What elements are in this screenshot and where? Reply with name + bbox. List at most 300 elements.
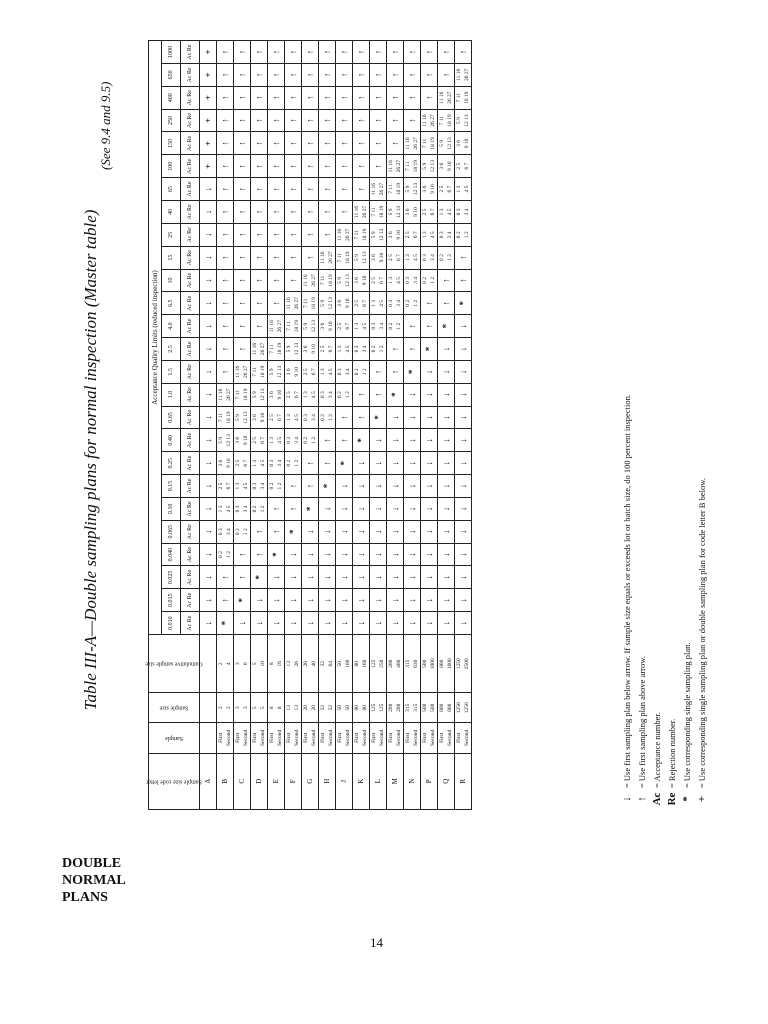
code-letter: E bbox=[268, 753, 285, 809]
cumulative-text: 20 bbox=[303, 660, 309, 667]
arrow-down-icon: ↓ bbox=[438, 543, 455, 566]
ac-re-second: 9 10 bbox=[226, 458, 232, 469]
ac-re-pair bbox=[353, 292, 370, 315]
arrow-down-icon: ↓ bbox=[455, 543, 472, 566]
sample-size-text: 500 bbox=[430, 703, 436, 712]
arrow-down-icon: ↓ bbox=[234, 612, 251, 635]
ac-re-label: Ac Re bbox=[181, 543, 200, 566]
arrow-up-icon: ↑ bbox=[285, 497, 302, 520]
ac-re-second: 6 7 bbox=[464, 162, 470, 170]
sample-size-text: 8 bbox=[269, 706, 275, 710]
arrow-up-icon: ↑ bbox=[421, 41, 438, 64]
arrow-up-icon: ↑ bbox=[387, 132, 404, 155]
ac-re-first: 5 9 bbox=[422, 162, 428, 170]
sample-size bbox=[302, 693, 319, 723]
ac-re-label: Ac Re bbox=[181, 223, 200, 246]
ac-re-first: 3 6 bbox=[371, 254, 377, 262]
ac-re-pair bbox=[438, 201, 455, 224]
arrow-up-icon: ↑ bbox=[217, 589, 234, 612]
ac-re-second: 12 13 bbox=[328, 297, 334, 310]
ac-re-second: 3 4 bbox=[413, 277, 419, 284]
arrow-down-icon: ↓ bbox=[200, 452, 217, 475]
arrow-up-icon: ↑ bbox=[217, 155, 234, 178]
arrow-up-icon: ↑ bbox=[217, 41, 234, 64]
arrow-up-icon: ↑ bbox=[455, 269, 472, 292]
code-letter: L bbox=[370, 753, 387, 809]
arrow-down-icon: ↓ bbox=[421, 406, 438, 429]
ac-re-pair bbox=[387, 155, 404, 178]
legend-row bbox=[620, 394, 635, 810]
sample-name-text: Second bbox=[345, 729, 351, 746]
table-title: Table III-A—Double sampling plans for normal inspection (Master table) bbox=[81, 209, 100, 711]
ac-re-second: 18 19 bbox=[260, 365, 266, 379]
arrow-down-icon: ↓ bbox=[404, 566, 421, 589]
arrow-up-icon: ↑ bbox=[302, 452, 319, 475]
ac-re-pair bbox=[370, 269, 387, 292]
ac-re-first: 1 3 bbox=[439, 208, 445, 216]
arrow-down-icon: ↓ bbox=[387, 497, 404, 520]
ac-re-second: 6 7 bbox=[328, 345, 334, 353]
arrow-down-icon: ↓ bbox=[455, 360, 472, 383]
ac-re-second: 3 4 bbox=[379, 322, 385, 330]
aql-value: 4.0 bbox=[162, 315, 181, 338]
sample-size-text: 8 bbox=[277, 706, 283, 710]
ac-re-first: 0 2 bbox=[422, 277, 428, 284]
ac-re-first: 2 5 bbox=[337, 322, 343, 330]
arrow-down-icon: ↓ bbox=[455, 475, 472, 498]
table-row bbox=[387, 41, 404, 810]
arrow-down-icon: ↓ bbox=[438, 497, 455, 520]
arrow-up-icon: ↑ bbox=[302, 475, 319, 498]
ac-re-second: 1 2 bbox=[277, 482, 283, 490]
arrow-down-icon: ↓ bbox=[370, 566, 387, 589]
ac-re-pair bbox=[353, 246, 370, 269]
arrow-down-icon: ↓ bbox=[336, 589, 353, 612]
arrow-down-icon: ↓ bbox=[387, 566, 404, 589]
legend-row bbox=[680, 394, 695, 810]
sample-name bbox=[268, 723, 285, 753]
ac-re-pair bbox=[421, 269, 438, 292]
cumulative-text: 10 bbox=[260, 660, 266, 667]
ac-re-first: 0 2 bbox=[218, 551, 224, 559]
arrow-up-icon: ↑ bbox=[268, 269, 285, 292]
code-letter: M bbox=[387, 753, 404, 809]
ac-re-pair bbox=[302, 406, 319, 429]
arrow-up-icon: ↑ bbox=[353, 86, 370, 109]
aql-value: 40 bbox=[162, 201, 181, 224]
ac-re-pair bbox=[370, 338, 387, 361]
ac-re-pair bbox=[387, 269, 404, 292]
ac-re-pair bbox=[234, 452, 251, 475]
arrow-down-icon: ↓ bbox=[200, 612, 217, 635]
ac-re-pair bbox=[336, 383, 353, 406]
ac-re-pair bbox=[455, 63, 472, 86]
arrow-down-icon: ↓ bbox=[370, 543, 387, 566]
arrow-up-icon: ↑ bbox=[251, 223, 268, 246]
arrow-down-icon: ↓ bbox=[251, 612, 268, 635]
sample-name bbox=[438, 723, 455, 753]
sample-name-text: Second bbox=[277, 729, 283, 746]
ac-re-second: 12 13 bbox=[345, 274, 351, 287]
arrow-up-icon: ↑ bbox=[387, 338, 404, 361]
arrow-up-icon: ↑ bbox=[319, 223, 336, 246]
code-letter: N bbox=[404, 753, 421, 809]
aql-value: 0.25 bbox=[162, 452, 181, 475]
side-label-line: NORMAL bbox=[62, 873, 126, 888]
ac-re-first: 2 5 bbox=[303, 368, 309, 376]
ac-re-first: 11 16 bbox=[218, 388, 224, 401]
ac-re-pair bbox=[421, 246, 438, 269]
ac-re-label: Ac Re bbox=[181, 406, 200, 429]
sample-name bbox=[370, 723, 387, 753]
asterisk-icon: * bbox=[404, 360, 421, 383]
arrow-up-icon: ↑ bbox=[217, 360, 234, 383]
ac-re-second: 12 13 bbox=[396, 205, 402, 219]
arrow-up-icon: ↑ bbox=[268, 201, 285, 224]
arrow-down-icon: ↓ bbox=[387, 612, 404, 635]
ac-re-second: 6 7 bbox=[413, 231, 419, 239]
ac-re-first: 7 11 bbox=[371, 207, 377, 217]
aql-value: 2.5 bbox=[162, 338, 181, 361]
ac-re-second: 18 19 bbox=[362, 228, 368, 241]
cumulative-size bbox=[217, 635, 234, 693]
sample-name-text: Second bbox=[447, 729, 453, 746]
arrow-up-icon: ↑ bbox=[319, 178, 336, 201]
cumulative-text: 40 bbox=[311, 660, 317, 667]
ac-re-label: Ac Re bbox=[181, 497, 200, 520]
plus-icon: + bbox=[200, 155, 217, 178]
arrow-down-icon: ↓ bbox=[302, 520, 319, 543]
plus-icon: + bbox=[200, 86, 217, 109]
ac-re-second: 9 10 bbox=[277, 389, 283, 400]
ac-re-pair bbox=[370, 178, 387, 201]
ac-re-first: 7 11 bbox=[269, 344, 275, 354]
ac-re-first: 11 16 bbox=[252, 342, 258, 356]
table-row bbox=[455, 41, 472, 810]
arrow-up-icon: ↑ bbox=[285, 41, 302, 64]
ac-re-second: 3 4 bbox=[430, 254, 436, 262]
asterisk-icon: * bbox=[370, 406, 387, 429]
arrow-up-icon: ↑ bbox=[302, 201, 319, 224]
ac-re-first: 0 2 bbox=[337, 391, 343, 399]
sampling-plan-table bbox=[145, 40, 472, 810]
sample-size bbox=[200, 693, 217, 723]
cumulative-size bbox=[234, 635, 251, 693]
arrow-down-icon: ↓ bbox=[404, 429, 421, 452]
arrow-down-icon: ↓ bbox=[404, 612, 421, 635]
ac-re-second: 4 5 bbox=[226, 505, 232, 513]
arrow-up-icon: ↑ bbox=[336, 63, 353, 86]
cumulative-text: 315 bbox=[405, 659, 411, 668]
cumulative-text: 800 bbox=[439, 659, 445, 668]
sample-name bbox=[421, 723, 438, 753]
ac-re-first: 5 9 bbox=[371, 231, 377, 239]
ac-re-first: 5 9 bbox=[269, 368, 275, 376]
table-row bbox=[251, 41, 268, 810]
ac-re-first: 5 9 bbox=[218, 436, 224, 444]
plus-icon: + bbox=[200, 41, 217, 64]
code-letter: A bbox=[200, 753, 217, 809]
ac-re-second: 4 5 bbox=[379, 299, 385, 307]
aql-value: 250 bbox=[162, 109, 181, 132]
arrow-up-icon: ↑ bbox=[234, 566, 251, 589]
cumulative-size bbox=[387, 635, 404, 693]
legend-symbol: + bbox=[696, 795, 708, 803]
ac-re-pair bbox=[387, 315, 404, 338]
ac-re-pair bbox=[217, 475, 234, 498]
ac-re-first: 7 11 bbox=[218, 412, 224, 423]
sample-size bbox=[438, 693, 455, 723]
ac-re-pair bbox=[302, 338, 319, 361]
ac-re-pair bbox=[234, 429, 251, 452]
arrow-down-icon: ↓ bbox=[387, 543, 404, 566]
arrow-down-icon: ↓ bbox=[370, 475, 387, 498]
arrow-up-icon: ↑ bbox=[370, 109, 387, 132]
cumulative-text: 26 bbox=[294, 660, 300, 667]
ac-re-second: 6 7 bbox=[226, 482, 232, 490]
arrow-down-icon: ↓ bbox=[455, 452, 472, 475]
ac-re-pair bbox=[319, 246, 336, 269]
code-letter: H bbox=[319, 753, 336, 809]
ac-re-second: 1 2 bbox=[243, 528, 249, 536]
ac-re-label: Ac Re bbox=[181, 109, 200, 132]
sample-size-text: 800 bbox=[439, 703, 445, 712]
ac-re-second: 26 27 bbox=[362, 205, 368, 219]
arrow-up-icon: ↑ bbox=[234, 292, 251, 315]
arrow-down-icon: ↓ bbox=[455, 315, 472, 338]
sample-name-text: First bbox=[456, 732, 462, 743]
arrow-up-icon: ↑ bbox=[370, 155, 387, 178]
arrow-down-icon: ↓ bbox=[200, 497, 217, 520]
ac-re-second: 3 4 bbox=[243, 505, 249, 513]
arrow-up-icon: ↑ bbox=[353, 132, 370, 155]
aql-value: 0.025 bbox=[162, 566, 181, 589]
arrow-up-icon: ↑ bbox=[251, 41, 268, 64]
ac-re-second: 26 27 bbox=[447, 91, 453, 104]
arrow-up-icon: ↑ bbox=[251, 269, 268, 292]
table-row bbox=[421, 41, 438, 810]
sample-name-text: First bbox=[337, 732, 343, 743]
ac-re-first: 3 6 bbox=[388, 231, 394, 239]
ac-re-second: 12 13 bbox=[379, 228, 385, 241]
ac-re-first: 1 3 bbox=[354, 322, 360, 330]
arrow-down-icon: ↓ bbox=[336, 475, 353, 498]
arrow-up-icon: ↑ bbox=[387, 86, 404, 109]
arrow-down-icon: ↓ bbox=[438, 612, 455, 635]
ac-re-second: 3 4 bbox=[260, 482, 266, 490]
sample-size bbox=[285, 693, 302, 723]
arrow-up-icon: ↑ bbox=[336, 109, 353, 132]
arrow-up-icon: ↑ bbox=[285, 475, 302, 498]
arrow-up-icon: ↑ bbox=[217, 132, 234, 155]
cumulative-text: 6 bbox=[243, 662, 249, 666]
arrow-down-icon: ↓ bbox=[387, 520, 404, 543]
ac-re-pair bbox=[217, 520, 234, 543]
see-reference: (See 9.4 and 9.5) bbox=[98, 81, 113, 170]
arrow-up-icon: ↑ bbox=[353, 155, 370, 178]
ac-re-pair bbox=[336, 223, 353, 246]
ac-re-label: Ac Re bbox=[181, 452, 200, 475]
sample-size-text: 2 bbox=[218, 706, 224, 710]
ac-re-pair bbox=[370, 223, 387, 246]
ac-re-pair bbox=[438, 246, 455, 269]
sample-name-text: First bbox=[388, 732, 394, 743]
cumulative-text: 2 bbox=[218, 662, 224, 666]
ac-re-pair bbox=[370, 246, 387, 269]
sample-name-text: First bbox=[422, 732, 428, 743]
ac-re-pair bbox=[285, 383, 302, 406]
sample-name-text: Second bbox=[243, 729, 249, 746]
sample-size-text: 32 bbox=[320, 705, 326, 711]
sample-size bbox=[455, 693, 472, 723]
sample-size-text: 3 bbox=[235, 706, 241, 710]
sample-name-text: First bbox=[235, 732, 241, 743]
sample-name-text: First bbox=[303, 732, 309, 743]
aql-value: 0.15 bbox=[162, 475, 181, 498]
ac-re-first: 11 16 bbox=[388, 160, 394, 173]
ac-re-label: Ac Re bbox=[181, 246, 200, 269]
arrow-down-icon: ↓ bbox=[200, 338, 217, 361]
arrow-up-icon: ↑ bbox=[285, 63, 302, 86]
ac-re-first: 7 11 bbox=[422, 138, 428, 149]
ac-re-second: 18 19 bbox=[277, 342, 283, 356]
arrow-up-icon: ↑ bbox=[268, 178, 285, 201]
arrow-down-icon: ↓ bbox=[455, 589, 472, 612]
sample-name bbox=[200, 723, 217, 753]
ac-re-second: 26 27 bbox=[328, 251, 334, 264]
ac-re-label: Ac Re bbox=[181, 41, 200, 64]
ac-re-first: 1 3 bbox=[235, 482, 241, 490]
sample-name-text: First bbox=[439, 732, 445, 743]
arrow-up-icon: ↑ bbox=[217, 86, 234, 109]
ac-re-second: 18 19 bbox=[328, 274, 334, 287]
ac-re-label: Ac Re bbox=[181, 292, 200, 315]
ac-re-pair bbox=[336, 246, 353, 269]
ac-re-first: 2 5 bbox=[371, 277, 377, 284]
asterisk-icon: * bbox=[217, 612, 234, 635]
ac-re-pair bbox=[353, 315, 370, 338]
arrow-up-icon: ↑ bbox=[217, 269, 234, 292]
ac-re-second: 9 10 bbox=[345, 298, 351, 309]
ac-re-pair bbox=[302, 315, 319, 338]
ac-re-pair bbox=[251, 338, 268, 361]
arrow-up-icon: ↑ bbox=[370, 132, 387, 155]
arrow-up-icon: ↑ bbox=[268, 109, 285, 132]
arrow-down-icon: ↓ bbox=[455, 429, 472, 452]
ac-re-pair bbox=[421, 178, 438, 201]
code-letter: D bbox=[251, 753, 268, 809]
arrow-up-icon: ↑ bbox=[217, 566, 234, 589]
arrow-down-icon: ↓ bbox=[404, 520, 421, 543]
sample-size bbox=[353, 693, 370, 723]
asterisk-icon: * bbox=[387, 383, 404, 406]
asterisk-icon: * bbox=[251, 566, 268, 589]
ac-re-pair bbox=[251, 429, 268, 452]
arrow-up-icon: ↑ bbox=[217, 178, 234, 201]
aql-value: 0.010 bbox=[162, 612, 181, 635]
ac-re-label: Ac Re bbox=[181, 589, 200, 612]
ac-re-pair bbox=[387, 223, 404, 246]
ac-re-first: 5 9 bbox=[456, 117, 462, 124]
ac-re-pair bbox=[251, 383, 268, 406]
aql-value: 65 bbox=[162, 178, 181, 201]
ac-re-first: 3 6 bbox=[303, 345, 309, 353]
arrow-up-icon: ↑ bbox=[302, 86, 319, 109]
ac-re-pair bbox=[438, 178, 455, 201]
ac-re-first: 0 2 bbox=[235, 528, 241, 536]
ac-re-pair bbox=[251, 497, 268, 520]
side-label-line: PLANS bbox=[62, 890, 108, 905]
arrow-up-icon: ↑ bbox=[438, 292, 455, 315]
ac-re-pair bbox=[285, 315, 302, 338]
arrow-up-icon: ↑ bbox=[438, 63, 455, 86]
arrow-up-icon: ↑ bbox=[268, 132, 285, 155]
legend-text: = Acceptance number. bbox=[652, 712, 662, 788]
ac-re-first: 5 9 bbox=[286, 345, 292, 353]
ac-re-pair bbox=[421, 132, 438, 155]
ac-re-second: 4 5 bbox=[362, 322, 368, 330]
arrow-up-icon: ↑ bbox=[217, 201, 234, 224]
arrow-up-icon: ↑ bbox=[217, 315, 234, 338]
arrow-down-icon: ↓ bbox=[387, 452, 404, 475]
ac-re-second: 18 19 bbox=[226, 411, 232, 424]
ac-re-first: 11 16 bbox=[286, 297, 292, 310]
asterisk-icon: * bbox=[438, 315, 455, 338]
sample-name-text: First bbox=[218, 732, 224, 743]
ac-re-second: 12 13 bbox=[226, 434, 232, 447]
arrow-down-icon: ↓ bbox=[370, 589, 387, 612]
arrow-up-icon: ↑ bbox=[251, 155, 268, 178]
arrow-down-icon: ↓ bbox=[200, 406, 217, 429]
arrow-up-icon: ↑ bbox=[438, 269, 455, 292]
cumulative-text: 200 bbox=[388, 659, 394, 668]
ac-re-second: 9 10 bbox=[294, 367, 300, 377]
ac-re-second: 4 5 bbox=[396, 277, 402, 284]
arrow-down-icon: ↓ bbox=[353, 543, 370, 566]
arrow-down-icon: ↓ bbox=[200, 589, 217, 612]
arrow-down-icon: ↓ bbox=[353, 566, 370, 589]
ac-re-pair bbox=[217, 383, 234, 406]
ac-re-pair bbox=[455, 132, 472, 155]
aql-value: 0.040 bbox=[162, 543, 181, 566]
arrow-up-icon: ↑ bbox=[285, 155, 302, 178]
ac-re-first: 2 5 bbox=[218, 482, 224, 490]
ac-re-pair bbox=[336, 269, 353, 292]
arrow-down-icon: ↓ bbox=[200, 246, 217, 269]
sample-name bbox=[455, 723, 472, 753]
sample-size bbox=[319, 693, 336, 723]
ac-re-second: 1 2 bbox=[226, 551, 232, 559]
table-row bbox=[404, 41, 421, 810]
ac-re-pair bbox=[353, 223, 370, 246]
ac-re-first: 2 5 bbox=[269, 414, 275, 421]
ac-re-first: 3 6 bbox=[456, 139, 462, 147]
ac-re-pair bbox=[319, 315, 336, 338]
arrow-up-icon: ↑ bbox=[370, 383, 387, 406]
sample-name-text: Second bbox=[362, 729, 368, 746]
cumulative-text: 400 bbox=[396, 659, 402, 668]
ac-re-first: 0 3 bbox=[422, 254, 428, 262]
arrow-down-icon: ↓ bbox=[404, 589, 421, 612]
arrow-up-icon: ↑ bbox=[285, 132, 302, 155]
arrow-down-icon: ↓ bbox=[319, 589, 336, 612]
ac-re-first: 0 2 bbox=[371, 345, 377, 353]
cumulative-size bbox=[268, 635, 285, 693]
cumulative-size bbox=[302, 635, 319, 693]
table-row bbox=[217, 41, 234, 810]
arrow-up-icon: ↑ bbox=[387, 63, 404, 86]
arrow-up-icon: ↑ bbox=[251, 178, 268, 201]
